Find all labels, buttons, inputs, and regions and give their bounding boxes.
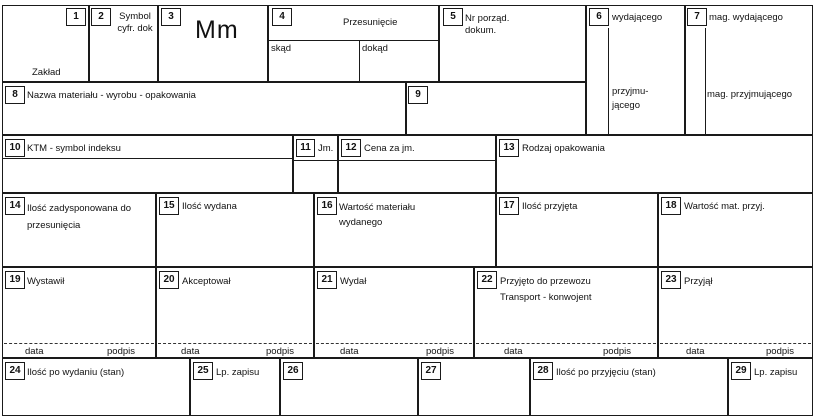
signature-line-przewoz bbox=[476, 343, 656, 344]
field-number-5: 5 bbox=[443, 8, 463, 26]
field-number-15: 15 bbox=[159, 197, 179, 215]
cell-cena bbox=[338, 135, 496, 193]
field-number-4: 4 bbox=[272, 8, 292, 26]
label-mag-przyjmujacego: mag. przyjmującego bbox=[707, 89, 793, 100]
label-akceptowal: Akceptował bbox=[182, 276, 231, 287]
cell-wydal bbox=[314, 267, 474, 358]
label-ilosc-wydana: Ilość wydana bbox=[182, 201, 237, 212]
label-nr-porzad-dokum: Nr porząd. dokum. bbox=[465, 13, 510, 36]
label-przyjeto-do-przewozu: Przyjęto do przewozu bbox=[500, 276, 591, 287]
label-ilosc-zadysponowana: Ilość zadysponowana do przesunięcia bbox=[27, 203, 132, 231]
label-ilosc-po-wydaniu: Ilość po wydaniu (stan) bbox=[27, 367, 125, 378]
field-number-11: 11 bbox=[296, 139, 315, 157]
label-podpis-19: podpis bbox=[107, 346, 135, 357]
label-przyjal: Przyjął bbox=[684, 276, 713, 287]
field-number-24: 24 bbox=[5, 362, 25, 380]
label-podpis-22: podpis bbox=[603, 346, 631, 357]
field-number-23: 23 bbox=[661, 271, 681, 289]
field-number-2: 2 bbox=[91, 8, 111, 26]
field-number-25: 25 bbox=[193, 362, 213, 380]
label-ilosc-przyjeta: Ilość przyjęta bbox=[522, 201, 578, 212]
field-number-6: 6 bbox=[589, 8, 609, 26]
label-data-22: data bbox=[504, 346, 523, 357]
cell-przyjal bbox=[658, 267, 813, 358]
divider-col-6 bbox=[608, 28, 609, 135]
label-wystawil: Wystawił bbox=[27, 276, 65, 287]
label-zaklad: Zakład bbox=[32, 67, 61, 78]
field-number-10: 10 bbox=[5, 139, 25, 157]
field-number-9: 9 bbox=[408, 86, 428, 104]
label-cena: Cena za jm. bbox=[364, 143, 415, 154]
field-number-28: 28 bbox=[533, 362, 553, 380]
label-podpis-21: podpis bbox=[426, 346, 454, 357]
divider-skad-dokad bbox=[359, 40, 360, 82]
label-mag-wydajacego: mag. wydającego bbox=[709, 12, 783, 23]
field-number-7: 7 bbox=[687, 8, 707, 26]
label-podpis-20: podpis bbox=[266, 346, 294, 357]
label-data-21: data bbox=[340, 346, 359, 357]
document-code: Mm bbox=[195, 16, 239, 44]
divider-ktm bbox=[2, 158, 293, 159]
field-number-21: 21 bbox=[317, 271, 337, 289]
field-number-26: 26 bbox=[283, 362, 303, 380]
field-number-8: 8 bbox=[5, 86, 25, 104]
label-ktm: KTM - symbol indeksu bbox=[27, 143, 121, 154]
label-lp-zapisu: Lp. zapisu bbox=[216, 367, 260, 378]
label-ilosc-po-przyjeciu: Ilość po przyjęciu (stan) bbox=[556, 367, 656, 378]
field-number-12: 12 bbox=[341, 139, 361, 157]
field-number-22: 22 bbox=[477, 271, 497, 289]
label-lp-zapisu-2: Lp. zapisu bbox=[754, 367, 798, 378]
cell-9 bbox=[406, 82, 586, 135]
label-wartosc-mat-przyj: Wartość mat. przyj. bbox=[684, 201, 765, 212]
label-symbol-cyfr-dok: Symbol cyfr. dok bbox=[117, 11, 153, 34]
label-data-19: data bbox=[25, 346, 44, 357]
field-number-17: 17 bbox=[499, 197, 519, 215]
signature-line-akceptowal bbox=[158, 343, 312, 344]
signature-line-wydal bbox=[316, 343, 472, 344]
signature-line-wystawil bbox=[4, 343, 154, 344]
label-wartosc-materialu-wydanego: Wartość materiału wydanego bbox=[339, 202, 416, 228]
label-data-20: data bbox=[181, 346, 200, 357]
field-number-19: 19 bbox=[5, 271, 25, 289]
divider-col-7 bbox=[705, 28, 706, 135]
field-number-18: 18 bbox=[661, 197, 681, 215]
label-jm: Jm. bbox=[318, 143, 334, 154]
label-data-23: data bbox=[686, 346, 705, 357]
divider-przesuniecie bbox=[268, 40, 439, 41]
signature-line-przyjal bbox=[660, 343, 811, 344]
field-number-29: 29 bbox=[731, 362, 751, 380]
field-number-13: 13 bbox=[499, 139, 519, 157]
label-przesuniecie: Przesunięcie bbox=[343, 17, 398, 28]
field-number-27: 27 bbox=[421, 362, 441, 380]
label-nazwa-materialu: Nazwa materiału - wyrobu - opakowania bbox=[27, 90, 196, 101]
field-number-20: 20 bbox=[159, 271, 179, 289]
field-number-16: 16 bbox=[317, 197, 337, 215]
divider-cena bbox=[338, 160, 496, 161]
label-dokad: dokąd bbox=[362, 43, 388, 54]
field-number-3: 3 bbox=[161, 8, 181, 26]
cell-akceptowal bbox=[156, 267, 314, 358]
label-rodzaj-opakowania: Rodzaj opakowania bbox=[522, 143, 605, 154]
label-skad: skąd bbox=[271, 43, 292, 54]
label-wydal: Wydał bbox=[340, 276, 367, 287]
field-number-1: 1 bbox=[66, 8, 86, 26]
cell-wystawil bbox=[2, 267, 156, 358]
label-przyjmujacego: przyjmu- jącego bbox=[612, 86, 649, 111]
divider-jm bbox=[293, 160, 338, 161]
field-number-14: 14 bbox=[5, 197, 25, 215]
label-transport-konwojent: Transport - konwojent bbox=[500, 292, 592, 303]
label-podpis-23: podpis bbox=[766, 346, 794, 357]
label-wydajacego: wydającego bbox=[612, 12, 663, 23]
